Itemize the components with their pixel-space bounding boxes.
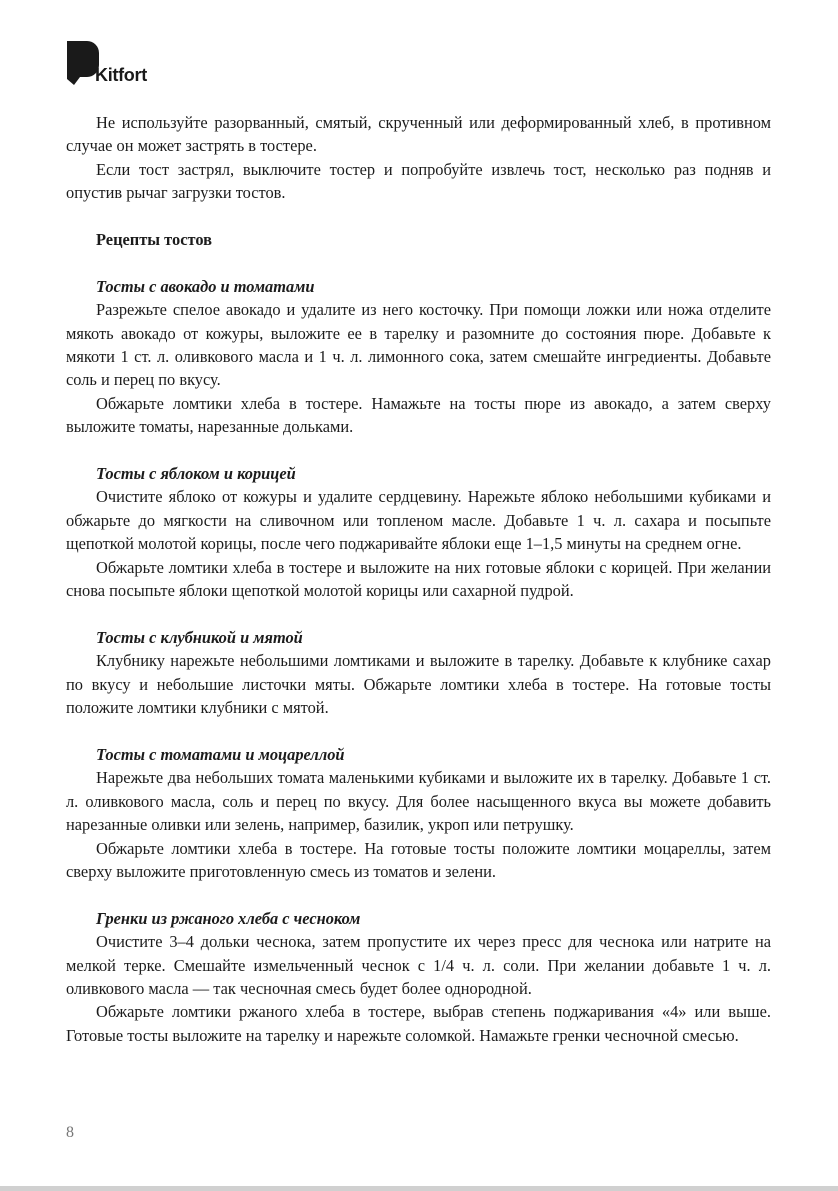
page-bottom-edge: [0, 1186, 838, 1191]
recipe-paragraph: Обжарьте ломтики хлеба в тостере и выложите на них готовые яблоки с корицей. При желании снова посыпьте яблоки щепоткой молотой корицы или сахарной пудрой.: [66, 557, 771, 601]
recipe-paragraph: Обжарьте ломтики хлеба в тостере. Намажьте на тосты пюре из авокадо, а затем сверху выложите томаты, нарезанные дольками.: [66, 393, 771, 437]
document-body: [66, 111, 771, 1047]
section-title: Рецепты тостов: [96, 230, 212, 250]
brand-name: Kitfort: [95, 65, 147, 85]
brand-logo: [66, 40, 166, 90]
recipe-paragraph: Обжарьте ломтики ржаного хлеба в тостере, выбрав степень поджаривания «4» или выше. Готовые тосты выложите на тарелку и нарежьте соломкой. Намажьте гренки чесночной смесью.: [66, 1002, 771, 1045]
intro-paragraph: Не используйте разорванный, смятый, скрученный или деформированный хлеб, в противном случае он может застрять в тостере.: [66, 113, 771, 156]
recipe-paragraph: Разрежьте спелое авокадо и удалите из него косточку. При помощи ложки или ножа отделите мякоть авокадо от кожуры, выложите ее в тарелку и разомните до состояния пюре. Добавьте к мякоти 1 ст. л. оливкового масла и 1 ч. л. лимонного сока, затем смешайте ингредиенты. Добавьте соль и перец по вкусу.: [66, 300, 771, 390]
recipe-apple: [66, 462, 771, 602]
recipe-avocado: [66, 275, 771, 439]
recipe-paragraph: Очистите яблоко от кожуры и удалите сердцевину. Нарежьте яблоко небольшими кубиками и обжарьте до мягкости на сливочном или топленом масле. Добавьте 1 ч. л. сахара и посыпьте щепоткой молотой корицы, после чего поджаривайте яблоки еще 1–1,5 минуты на среднем огне.: [66, 487, 771, 554]
intro-paragraph: Если тост застрял, выключите тостер и попробуйте извлечь тост, несколько раз подняв и опустив рычаг загрузки тостов.: [66, 159, 771, 203]
page-number: 8: [66, 1124, 74, 1141]
recipe-title: Тосты с яблоком и корицей: [96, 464, 296, 484]
recipe-title: Тосты с томатами и моцареллой: [96, 744, 345, 764]
recipe-paragraph: Очистите 3–4 дольки чеснока, затем пропустите их через пресс для чеснока или натрите на мелкой терке. Смешайте измельченный чеснок с 1/4 ч. л. соли. При желании добавьте 1 ч. л. оливкового масла — так чесночная смесь будет более однородной.: [66, 932, 771, 998]
recipe-paragraph: Нарежьте два небольших томата маленькими кубиками и выложите их в тарелку. Добавьте 1 ст. л. оливкового масла, соль и перец по вкусу. Для более насыщенного вкуса вы можете добавить нарезанные оливки или зелень, например, базилик, укроп или петрушку.: [66, 768, 771, 835]
recipe-title: Тосты с клубникой и мятой: [96, 627, 303, 647]
recipe-paragraph: Обжарьте ломтики хлеба в тостере. На готовые тосты положите ломтики моцареллы, затем сверху выложите приготовленную смесь из томатов и зелени.: [66, 838, 771, 881]
recipe-title: Гренки из ржаного хлеба с чесноком: [96, 908, 361, 928]
recipe-mozzarella: [66, 743, 771, 883]
recipe-paragraph: Клубнику нарежьте небольшими ломтиками и выложите в тарелку. Добавьте к клубнике сахар по вкусу и небольшие листочки мяты. Обжарьте ломтики хлеба в тостере. На готовые тосты положите ломтики клубники с мятой.: [66, 651, 771, 718]
recipe-rye-croutons: [66, 907, 771, 1047]
recipe-title: Тосты с авокадо и томатами: [96, 276, 315, 296]
recipe-strawberry: [66, 626, 771, 720]
